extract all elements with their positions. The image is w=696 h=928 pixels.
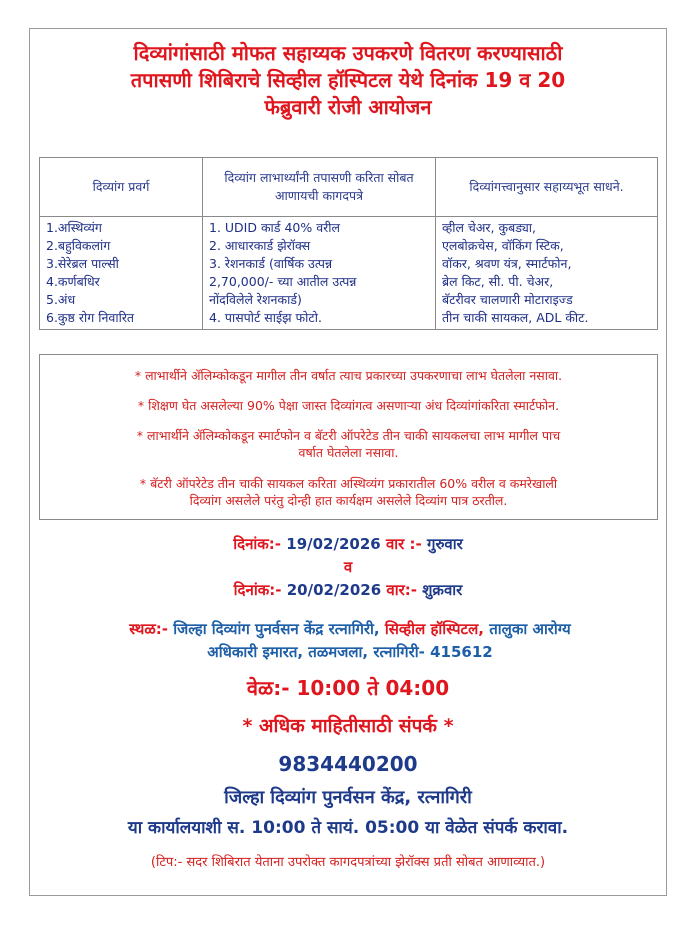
list-item: 3.सेरेब्रल पाल्सी: [46, 256, 119, 271]
documents-list: [203, 217, 436, 330]
requirements-table: [39, 157, 658, 330]
title-line: फेब्रुवारी रोजी आयोजन: [264, 95, 432, 119]
date-label: दिनांक:-: [233, 535, 282, 553]
office-hours: या कार्यालयाशी स. 10:00 ते सायं. 05:00 या वेळेत संपर्क करावा.: [127, 818, 569, 838]
list-item: नोंदविलेले रेशनकार्ड): [209, 292, 302, 307]
list-item: ब्रेल किट, सी. पी. चेअर,: [442, 274, 554, 289]
list-item: 2.बहुविकलांग: [46, 238, 111, 253]
tip-note: (टिप:- सदर शिबिरात येताना उपरोक्त कागदपत्रांच्या झेरॉक्स प्रती सोबत आणाव्यात.): [150, 855, 546, 870]
date-value: 19/02/2026: [286, 535, 381, 553]
header-category: दिव्यांग प्रवर्ग: [40, 158, 203, 217]
list-item: 2. आधारकार्ड झेरॉक्स: [209, 238, 311, 253]
table-row: [40, 217, 658, 330]
list-item: 3. रेशनकार्ड (वार्षिक उत्पन्न: [209, 256, 333, 271]
venue-label: स्थळ:-: [129, 620, 169, 638]
date-conjunction: व: [343, 558, 353, 576]
list-item: एलबोक्रचेस, वॉकिंग स्टिक,: [442, 238, 564, 253]
table-header-row: [40, 158, 658, 217]
phone-number: 9834440200: [278, 752, 418, 776]
list-item: 1. UDID कार्ड 40% वरील: [209, 220, 340, 235]
venue-part: जिल्हा दिव्यांग पुनर्वसन केंद्र रत्नागिरी,: [173, 620, 380, 638]
title-line: तपासणी शिबिराचे सिव्हील हॉस्पिटल येथे दिनांक 19 व 20: [130, 68, 566, 92]
list-item: 1.अस्थिव्यंग: [46, 220, 102, 235]
venue-block: [40, 618, 660, 664]
date-value: 20/02/2026: [286, 581, 382, 599]
aids-list: [436, 217, 658, 330]
office-name: जिल्हा दिव्यांग पुनर्वसन केंद्र, रत्नागिरी: [224, 787, 472, 808]
title-line: दिव्यांगांसाठी मोफत सहाय्यक उपकरणे वितरण करण्यासाठी: [133, 41, 563, 65]
venue-part: तालुका आरोग्य: [489, 620, 571, 638]
note-line: दिव्यांग असलेले परंतु दोन्ही हात कार्यक्षम असलेले दिव्यांग पात्र ठरतील.: [189, 493, 508, 508]
contact-heading: * अधिक माहितीसाठी संपर्क *: [242, 715, 454, 737]
list-item: 6.कुष्ठ रोग निवारित: [46, 310, 135, 325]
note-line: * बॅटरी ऑपरेटेड तीन चाकी सायकल करिता अस्थिव्यंग प्रकारातील 60% वरील व कमरेखाली: [139, 476, 558, 491]
list-item: 5.अंध: [46, 292, 76, 307]
venue-address: अधिकारी इमारत, तळमजला, रत्नागिरी- 415612: [207, 643, 493, 661]
date-line-2: [0, 580, 696, 600]
day-label: वार:-: [386, 581, 417, 599]
list-item: 4. पासपोर्ट साईझ फोटो.: [209, 310, 322, 325]
poster-title: [40, 40, 656, 121]
time-line: वेळ:- 10:00 ते 04:00: [246, 676, 450, 700]
venue-part: सिव्हील हॉस्पिटल,: [384, 620, 484, 638]
list-item: व्हील चेअर, कुबड्या,: [442, 220, 537, 235]
note-line: वर्षात घेतलेला नसावा.: [298, 445, 399, 460]
note-line: * लाभार्थीने ॲलिम्कोकडून स्मार्टफोन व बॅटरी ऑपरेटेड तीन चाकी सायकलचा लाभ मागील पाच: [136, 428, 561, 443]
header-documents: दिव्यांग लाभार्थ्यांनी तपासणी करिता सोबत आणायची कागदपत्रे: [203, 158, 436, 217]
day-label: वार :-: [385, 535, 422, 553]
day-value: शुक्रवार: [422, 581, 463, 599]
list-item: बॅटरीवर चालणारी मोटाराइज्ड: [442, 292, 573, 307]
list-item: वॉकर, श्रवण यंत्र, स्मार्टफोन,: [442, 256, 572, 271]
day-value: गुरुवार: [427, 535, 463, 553]
note-line: * शिक्षण घेत असलेल्या 90% पेक्षा जास्त दिव्यांगत्व असणाऱ्या अंध दिव्यांगांकरिता स्मार्टफोन.: [137, 398, 560, 413]
header-aids: दिव्यांगत्त्वानुसार सहाय्यभूत साधने.: [436, 158, 658, 217]
list-item: 4.कर्णबधिर: [46, 274, 100, 289]
list-item: 2,70,000/- च्या आतील उत्पन्न: [209, 274, 357, 289]
note-line: * लाभार्थीने ॲलिम्कोकडून मागील तीन वर्षात त्याच प्रकारच्या उपकरणाचा लाभ घेतलेला नसावा.: [134, 368, 563, 383]
eligibility-notes: [39, 354, 658, 520]
list-item: तीन चाकी सायकल, ADL कीट.: [442, 310, 589, 325]
date-label: दिनांक:-: [233, 581, 282, 599]
category-list: [40, 217, 203, 330]
date-line-1: [0, 534, 696, 554]
